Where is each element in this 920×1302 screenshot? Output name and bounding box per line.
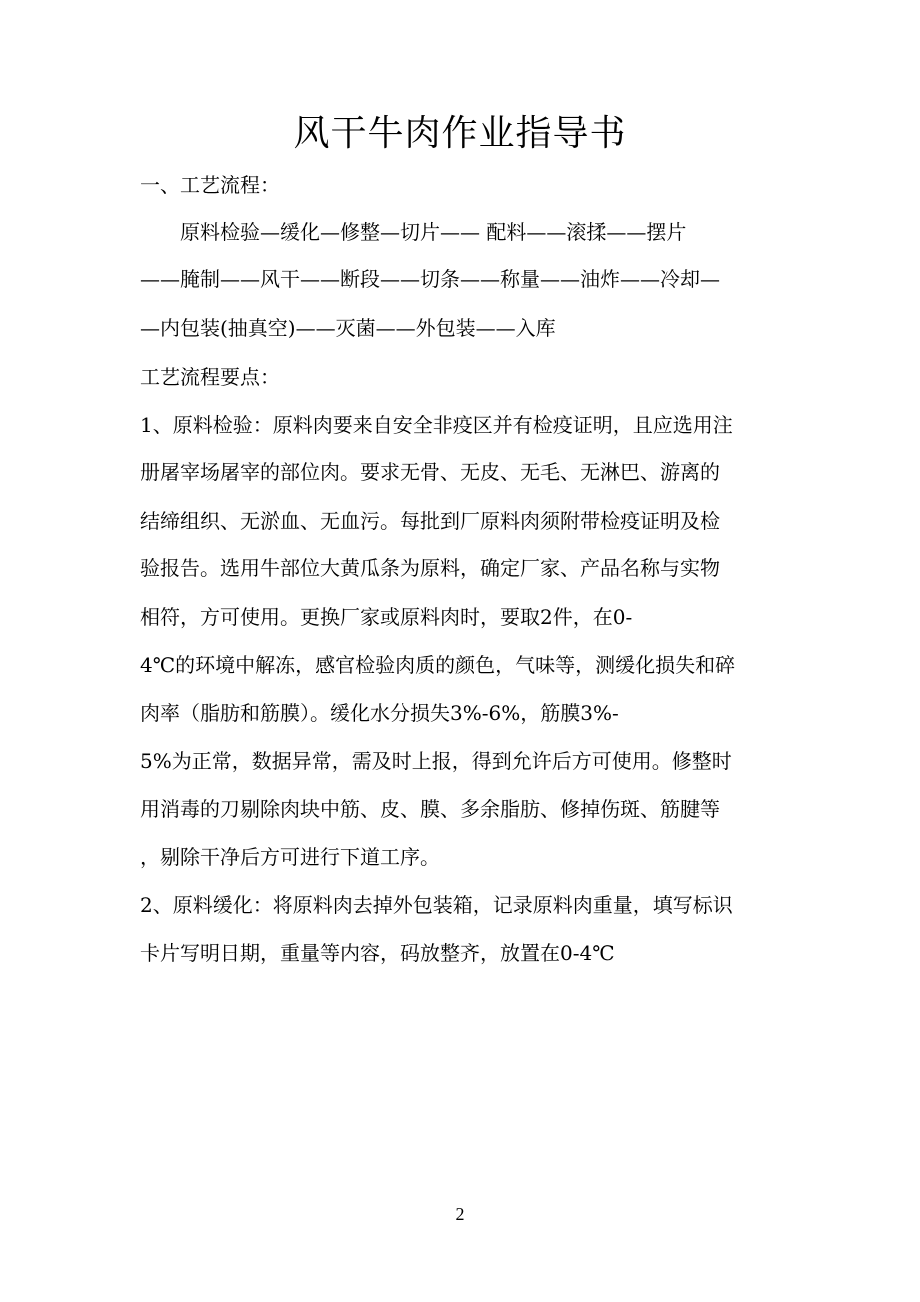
page-number: 2	[455, 1204, 465, 1224]
paragraph-line: 2、原料缓化：将原料肉去掉外包装箱，记录原料肉重量，填写标识	[140, 893, 733, 917]
paragraph-line: 册屠宰场屠宰的部位肉。要求无骨、无皮、无毛、无淋巴、游离的	[140, 460, 720, 484]
paragraph-line: 5%为正常，数据异常，需及时上报，得到允许后方可使用。修整时	[140, 749, 732, 773]
paragraph-line: 用消毒的刀剔除肉块中筋、皮、膜、多余脂肪、修掉伤斑、筋腱等	[140, 797, 720, 821]
section-heading-process-flow: 一、工艺流程：	[140, 173, 280, 197]
process-flow-line: —内包装(抽真空)——灭菌——外包装——入库	[140, 316, 556, 340]
paragraph-line: 肉率（脂肪和筋膜）。缓化水分损失3%-6%，筋膜3%-	[140, 701, 619, 725]
paragraph-line: 卡片写明日期，重量等内容，码放整齐，放置在0-4℃	[140, 941, 615, 965]
paragraph-line: 验报告。选用牛部位大黄瓜条为原料，确定厂家、产品名称与实物	[140, 556, 720, 580]
process-flow-line: 原料检验—缓化—修整—切片—— 配料——滚揉——摆片	[140, 220, 687, 244]
paragraph-line: ，剔除干净后方可进行下道工序。	[140, 845, 440, 869]
paragraph-line: 4℃的环境中解冻，感官检验肉质的颜色，气味等，测缓化损失和碎	[140, 653, 736, 677]
process-flow-line: ——腌制——风干——断段——切条——称量——油炸——冷却—	[140, 267, 720, 291]
page-title: 风干牛肉作业指导书	[293, 113, 627, 154]
section-heading-key-points: 工艺流程要点：	[140, 365, 280, 389]
paragraph-line: 结缔组织、无淤血、无血污。每批到厂原料肉须附带检疫证明及检	[140, 509, 720, 533]
paragraph-line: 相符，方可使用。更换厂家或原料肉时，要取2件，在0-	[140, 605, 633, 629]
paragraph-line: 1、原料检验：原料肉要来自安全非疫区并有检疫证明，且应选用注	[140, 413, 733, 437]
